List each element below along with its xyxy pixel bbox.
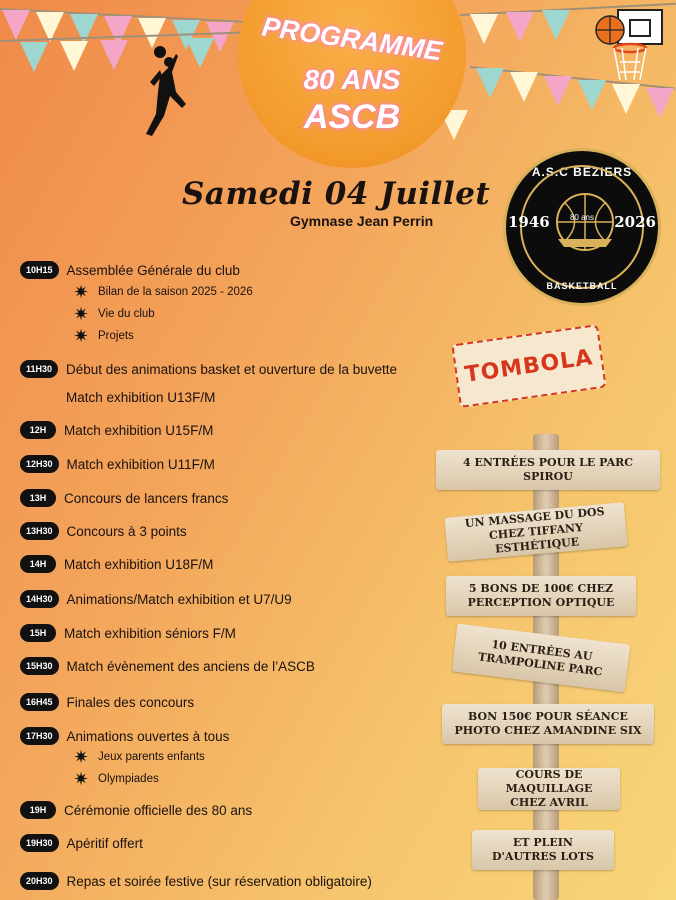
time-badge: 11H30 [20,360,58,378]
time-badge: 17H30 [20,727,59,745]
sub-item-label: Jeux parents enfants [98,751,205,763]
time-badge: 13H30 [20,522,59,540]
sparkle-icon: ✷ [73,769,89,789]
activity-label: Apéritif offert [66,835,143,851]
bunting-flag [544,76,572,106]
time-badge: 12H30 [20,455,59,473]
activity-label: Match évènement des anciens de l’ASCB [66,658,315,674]
time-badge: 19H30 [20,834,59,852]
sparkle-icon: ✷ [73,326,89,346]
prize-sign: ET PLEIN D'AUTRES LOTS [472,830,614,870]
time-badge: 20H30 [20,872,59,890]
logo-center-text: 80 ans [569,213,595,222]
club-logo [503,148,661,306]
schedule-row [20,727,229,745]
sparkle-icon: ✷ [73,747,89,767]
bunting-flag [20,42,48,72]
time-badge: 19H [20,801,56,819]
schedule-row [20,261,240,279]
tombola-label: TOMBOLA [463,344,595,388]
sub-item-label: Bilan de la saison 2025 - 2026 [98,286,253,298]
time-badge: 13H [20,489,56,507]
title-programme: PROGRAMME [260,11,445,67]
sub-item [72,770,159,788]
prize-sign: 4 ENTRÉES POUR LE PARC SPIROU [436,450,660,490]
sub-item [72,283,253,301]
sparkle-icon: ✷ [73,304,89,324]
title-circle [238,0,466,168]
activity-label: Match exhibition U11F/M [66,456,215,472]
activity-label: Concours à 3 points [66,523,187,539]
sub-item-label: Vie du club [98,308,155,320]
activity-label: Match exhibition U15F/M [64,422,214,438]
sub-item [72,327,134,345]
schedule-row [20,834,143,852]
schedule-row [20,624,236,642]
schedule-row [20,693,194,711]
logo-year-end: 2026 [614,213,656,231]
schedule-row [20,421,213,439]
schedule-row [20,801,252,819]
time-badge: 15H [20,624,56,642]
schedule-row [20,555,213,573]
schedule-row [20,455,215,473]
time-badge: 14H [20,555,56,573]
time-badge: 10H15 [20,261,59,279]
tombola-ticket [451,324,606,408]
activity-label: Début des animations basket et ouverture de la buvette [66,361,397,377]
time-badge: 12H [20,421,56,439]
event-venue: Gymnase Jean Perrin [290,213,434,229]
prize-sign: UN MASSAGE DU DOS CHEZ TIFFANY ESTHÉTIQUE [444,502,627,562]
prize-sign: 10 ENTRÉES AU TRAMPOLINE PARC [452,624,631,693]
activity-label: Cérémonie officielle des 80 ans [64,802,253,818]
title-ascb: ASCB [303,98,401,136]
bunting-flag [470,14,498,44]
schedule-row [20,657,315,675]
title-80-ans: 80 ANS [303,64,401,95]
activity-label-extra: Match exhibition U13F/M [66,390,216,405]
logo-bottom-text: BASKETBALL [546,281,618,291]
schedule-row [20,360,397,378]
time-badge: 15H30 [20,657,59,675]
bunting-flag [2,10,30,40]
sub-item [72,748,205,766]
bunting-flag [476,68,504,98]
schedule-row [20,489,228,507]
activity-label: Repas et soirée festive (sur réservation obligatoire) [66,873,372,889]
prize-sign: BON 150€ POUR SÉANCE PHOTO CHEZ AMANDINE SIX [442,704,654,744]
activity-label: Assemblée Générale du club [66,262,240,278]
event-date: Samedi 04 Juillet [182,176,491,212]
basketball-icon [550,187,620,257]
activity-label: Finales des concours [66,694,195,710]
basketball-player-icon [140,42,198,142]
bunting-flag [542,10,570,40]
bunting-flag [70,14,98,44]
sub-item-label: Projets [98,330,134,342]
schedule-row [20,872,372,890]
sub-item-label: Olympiades [98,773,159,785]
logo-top-text: A.S.C BEZIERS [531,165,633,179]
prize-sign: 5 BONS DE 100€ CHEZ PERCEPTION OPTIQUE [446,576,636,616]
sparkle-icon: ✷ [73,282,89,302]
logo-year-start: 1946 [508,213,550,231]
activity-label: Match exhibition U18F/M [64,556,214,572]
bunting-flag [646,88,674,118]
bunting-flag [612,84,640,114]
sub-item [72,305,155,323]
prize-sign: COURS DE MAQUILLAGE CHEZ AVRIL [478,768,620,810]
time-badge: 14H30 [20,590,59,608]
bunting-flag [100,40,128,70]
activity-label: Concours de lancers francs [64,490,229,506]
bunting-flag [60,41,88,71]
activity-label: Match exhibition séniors F/M [64,625,236,641]
bunting-flag [506,12,534,42]
bunting-flag [510,72,538,102]
time-badge: 16H45 [20,693,59,711]
activity-label: Animations ouvertes à tous [66,728,230,744]
activity-label: Animations/Match exhibition et U7/U9 [66,591,292,607]
schedule-row [20,522,187,540]
schedule-row [20,590,292,608]
basketball-hoop-icon [590,6,666,86]
